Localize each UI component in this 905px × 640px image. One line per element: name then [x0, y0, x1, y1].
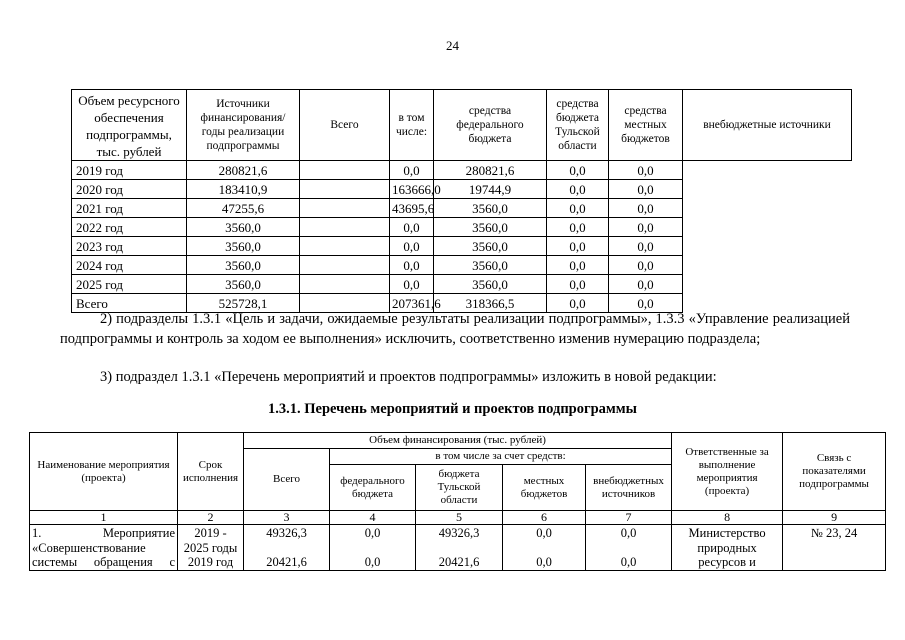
year-cell: 2021 год — [72, 199, 187, 218]
federal-cell: 0,0 — [390, 237, 434, 256]
year-cell: 2024 год — [72, 256, 187, 275]
total-cell: 3560,0 — [187, 275, 300, 294]
extra-cell: 0,0 — [609, 161, 683, 180]
paragraph-2: 2) подразделы 1.3.1 «Цель и задачи, ожидаемые результаты реализации подпрограммы», 1.3.3 «Управление реализацией подпрограммы и контроль за ходом ее выполнения» исключить, соответственно изменив нумерацию подраздела; — [60, 311, 850, 347]
column-number: 7 — [586, 511, 672, 525]
federal-cell: 0,0 — [390, 218, 434, 237]
extra-cell: 0,0 — [609, 218, 683, 237]
measure-name: 1. Мероприятие «Совершенствование системы обращения с — [30, 525, 178, 571]
section-title: 1.3.1. Перечень мероприятий и проектов подпрограммы — [268, 401, 637, 417]
year-cell: 2025 год — [72, 275, 187, 294]
header-incl: в том числе: — [390, 90, 434, 161]
header-name: Наименование мероприятия (проекта) — [30, 433, 178, 511]
column-number: 1 — [30, 511, 178, 525]
total-cell: 3560,0 — [187, 256, 300, 275]
table-row — [72, 199, 852, 218]
empty-cell — [300, 218, 390, 237]
table-row — [72, 180, 852, 199]
local-cell: 0,0 — [547, 294, 609, 313]
extra-cell: 0,0 — [609, 275, 683, 294]
regional-cell: 3560,0 — [434, 237, 547, 256]
header-link: Связь с показателями подпрограммы — [783, 433, 886, 511]
year-cell: 2019 год — [72, 161, 187, 180]
empty-cell — [300, 161, 390, 180]
measure-total: 49326,3 20421,6 — [244, 525, 330, 571]
regional-cell: 3560,0 — [434, 275, 547, 294]
column-number: 3 — [244, 511, 330, 525]
extra-cell: 0,0 — [609, 237, 683, 256]
local-cell: 0,0 — [547, 199, 609, 218]
row-label: Объем ресурсного обеспечения подпрограммы, тыс. рублей — [72, 90, 187, 161]
header-extra: внебюджетных источников — [586, 465, 672, 511]
federal-cell: 163666,0 — [390, 180, 434, 199]
federal-cell: 0,0 — [390, 256, 434, 275]
page-number: 24 — [446, 38, 459, 53]
regional-cell: 3560,0 — [434, 256, 547, 275]
resource-table — [71, 89, 852, 313]
federal-cell: 207361,6 — [390, 294, 434, 313]
empty-cell — [300, 180, 390, 199]
federal-cell: 0,0 — [390, 275, 434, 294]
table-row — [72, 218, 852, 237]
total-cell: 3560,0 — [187, 237, 300, 256]
extra-cell: 0,0 — [609, 199, 683, 218]
header-total: Всего — [244, 449, 330, 511]
table-row — [72, 161, 852, 180]
total-cell: 525728,1 — [187, 294, 300, 313]
measure-regional: 49326,3 20421,6 — [416, 525, 503, 571]
total-cell: 280821,6 — [187, 161, 300, 180]
empty-cell — [300, 237, 390, 256]
year-cell: 2022 год — [72, 218, 187, 237]
table-row — [72, 237, 852, 256]
header-local: местных бюджетов — [503, 465, 586, 511]
regional-cell: 318366,5 — [434, 294, 547, 313]
total-cell: 183410,9 — [187, 180, 300, 199]
extra-cell: 0,0 — [609, 256, 683, 275]
year-cell: 2020 год — [72, 180, 187, 199]
measures-table — [29, 432, 886, 571]
header-term: Срок исполнения — [178, 433, 244, 511]
paragraph-3: 3) подраздел 1.3.1 «Перечень мероприятий и проектов подпрограммы» изложить в новой редакции: — [100, 369, 717, 385]
empty-cell — [300, 256, 390, 275]
local-cell: 0,0 — [547, 218, 609, 237]
measure-local: 0,0 0,0 — [503, 525, 586, 571]
column-number: 4 — [330, 511, 416, 525]
table-row — [72, 256, 852, 275]
measure-responsible: Министерство природных ресурсов и — [672, 525, 783, 571]
measure-federal: 0,0 0,0 — [330, 525, 416, 571]
year-cell: 2023 год — [72, 237, 187, 256]
empty-cell — [300, 275, 390, 294]
local-cell: 0,0 — [547, 256, 609, 275]
header-total: Всего — [300, 90, 390, 161]
column-number: 8 — [672, 511, 783, 525]
local-cell: 0,0 — [547, 180, 609, 199]
header-regional: бюджета Тульской области — [416, 465, 503, 511]
local-cell: 0,0 — [547, 237, 609, 256]
header-incl: в том числе за счет средств: — [330, 449, 672, 465]
header-sources: Источники финансирования/ годы реализации подпрограммы — [187, 90, 300, 161]
header-federal: средства федерального бюджета — [434, 90, 547, 161]
total-cell: 47255,6 — [187, 199, 300, 218]
measure-link: № 23, 24 — [783, 525, 886, 571]
header-local: средства местных бюджетов — [609, 90, 683, 161]
local-cell: 0,0 — [547, 161, 609, 180]
regional-cell: 280821,6 — [434, 161, 547, 180]
header-responsible: Ответственные за выполнение мероприятия (проекта) — [672, 433, 783, 511]
extra-cell: 0,0 — [609, 294, 683, 313]
regional-cell: 3560,0 — [434, 199, 547, 218]
header-federal: федерального бюджета — [330, 465, 416, 511]
federal-cell: 43695,6 — [390, 199, 434, 218]
measure-term: 2019 - 2025 годы 2019 год — [178, 525, 244, 571]
column-number: 5 — [416, 511, 503, 525]
total-cell: 3560,0 — [187, 218, 300, 237]
header-extra: внебюджетные источники — [683, 90, 852, 161]
header-regional: средства бюджета Тульской области — [547, 90, 609, 161]
year-cell: Всего — [72, 294, 187, 313]
column-number: 9 — [783, 511, 886, 525]
column-number: 6 — [503, 511, 586, 525]
header-volume: Объем финансирования (тыс. рублей) — [244, 433, 672, 449]
table-row — [72, 275, 852, 294]
local-cell: 0,0 — [547, 275, 609, 294]
regional-cell: 3560,0 — [434, 218, 547, 237]
regional-cell: 19744,9 — [434, 180, 547, 199]
extra-cell: 0,0 — [609, 180, 683, 199]
empty-cell — [300, 199, 390, 218]
federal-cell: 0,0 — [390, 161, 434, 180]
measure-extra: 0,0 0,0 — [586, 525, 672, 571]
column-number: 2 — [178, 511, 244, 525]
